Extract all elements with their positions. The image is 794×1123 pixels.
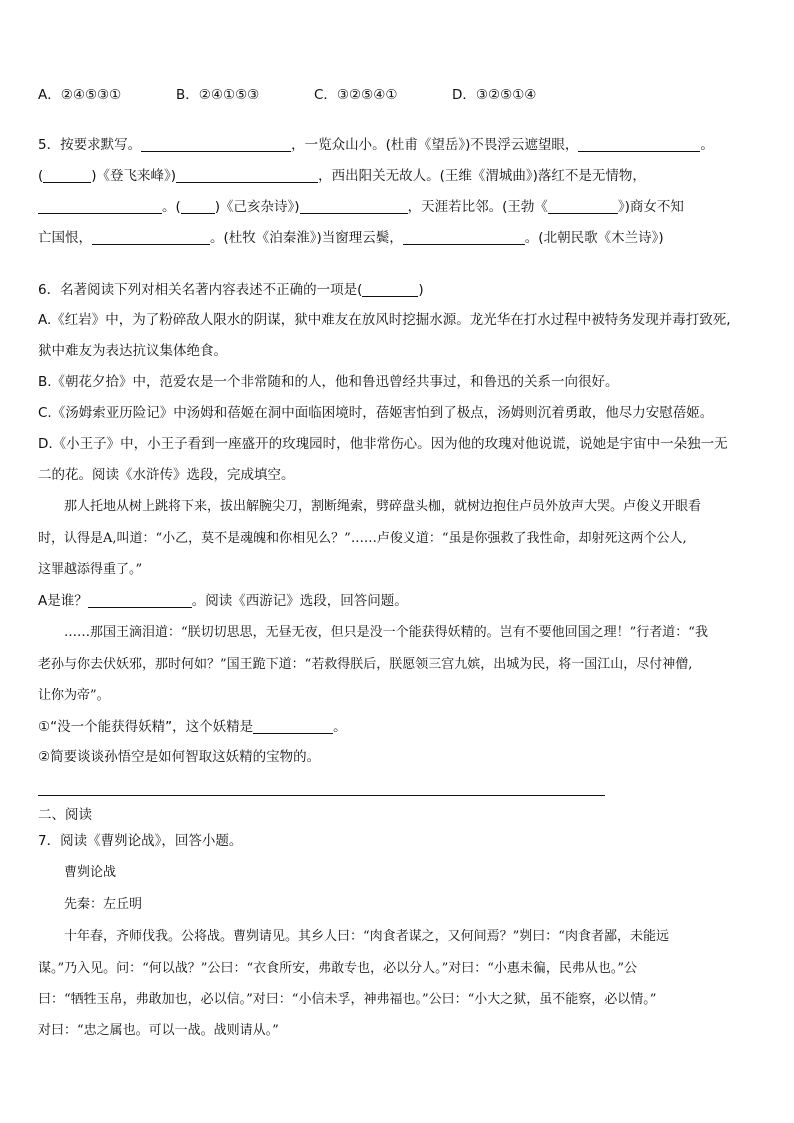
passage-line-2: 谋。”乃入见。问：“何以战？”公曰：“衣食所安，弗敢专也，必以分人。”对曰：“小惠未徧，民弗从也。”公	[38, 961, 638, 976]
passage-line-1: 十年春，齐师伐我。公将战。曹刿请见。其乡人曰：“肉食者谋之，又何间焉？”刿曰：“肉食者鄙，未能远	[64, 929, 669, 944]
q5-line-1	[38, 136, 714, 154]
answer-blank[interactable]	[300, 199, 408, 214]
option-c: C．③②⑤④①	[314, 87, 398, 103]
q6-option-b: B.《朝花夕拾》中，范爱农是一个非常随和的人，他和鲁迅曾经共事过，和鲁迅的关系一向很好。	[38, 374, 619, 390]
q7-stem: 7．阅读《曹刿论战》，回答小题。	[38, 833, 243, 849]
q6-subquestion-1	[38, 718, 347, 736]
q5-text: 5．按要求默写。	[38, 137, 142, 153]
q6-who-question	[38, 592, 408, 610]
q5-text: )《己亥杂诗》)	[214, 199, 300, 215]
passage-title: 曹刿论战	[64, 865, 117, 880]
answer-blank[interactable]	[253, 719, 333, 734]
q5-text: 。(北朝民歌《木兰诗》)	[524, 230, 664, 246]
answer-blank[interactable]	[181, 199, 215, 214]
passage-line-3: 曰：“牺牲玉帛，弗敢加也，必以信。”对曰：“小信未孚，神弗福也。”公曰：“小大之狱，虽不能察，必以情。”	[38, 992, 657, 1007]
shuihu-passage-line-1: 那人托地从树上跳将下来，拔出解腕尖刀，割断绳索，劈碎盘头枷，就树边抱住卢员外放声大哭。卢俊义开眼看	[64, 499, 702, 514]
q5-text: 。(杜牧《泊秦淮》)当窗理云鬓，	[210, 230, 403, 246]
q6-who-text: 。阅读《西游记》选段，回答问题。	[191, 593, 408, 609]
subquestion-text: 。	[333, 719, 347, 735]
q5-text: ，天涯若比邻。(王勃《	[407, 199, 548, 215]
q5-text: ，一览众山小。(杜甫《望岳》)不畏浮云遮望眼，	[291, 137, 579, 153]
q5-line-3	[38, 198, 684, 216]
q6-option-a-line-2: 狱中难友为表达抗议集体绝食。	[38, 343, 227, 359]
shuihu-passage-line-3: 这罪越添得重了。”	[38, 562, 143, 577]
xiyou-passage-line-3: 让你为帝”。	[38, 688, 110, 703]
answer-blank[interactable]	[578, 137, 700, 152]
option-a: A．②④⑤③①	[38, 87, 122, 103]
q5-line-4	[38, 229, 664, 247]
q5-text: 》)商女不知	[617, 199, 684, 215]
q6-stem-text: )	[418, 282, 424, 298]
answer-blank[interactable]	[88, 593, 192, 608]
q5-text: ，西出阳关无故人。(王维《渭城曲》)落红不是无情物，	[318, 168, 646, 184]
answer-blank[interactable]	[176, 168, 318, 183]
passage-author: 先秦：左丘明	[64, 897, 143, 912]
q5-text: 。	[700, 137, 714, 153]
passage-line-4: 对曰：“忠之属也。可以一战。战则请从。”	[38, 1023, 279, 1038]
q6-option-d-line-2: 二的花。阅读《水浒传》选段，完成填空。	[38, 467, 295, 483]
q6-option-c: C.《汤姆索亚历险记》中汤姆和蓓姬在洞中面临困境时，蓓姬害怕到了极点，汤姆则沉着勇敢，他尽力安慰蓓姬。	[38, 405, 714, 421]
answer-blank[interactable]	[548, 199, 618, 214]
option-b: B．②④①⑤③	[176, 87, 260, 103]
q6-stem	[38, 281, 424, 299]
q6-who-text: A是谁？	[38, 593, 88, 609]
xiyou-passage-line-1: ……那国王滴泪道：“朕切切思思，无昼无夜，但只是没一个能获得妖精的。岂有不要他回国之理！”行者道：“我	[64, 625, 708, 640]
answer-blank[interactable]	[43, 168, 91, 183]
q5-text: 。(	[162, 199, 181, 215]
q6-stem-text: 6．名著阅读下列对相关名著内容表述不正确的一项是(	[38, 282, 363, 298]
subquestion-text: ①“没一个能获得妖精”，这个妖精是	[38, 719, 254, 735]
q6-option-a-line-1: A.《红岩》中，为了粉碎敌人限水的阴谋，狱中难友在放风时挖掘水源。龙光华在打水过程中被特务发现并毒打致死,	[38, 312, 731, 328]
q6-option-d-line-1: D.《小王子》中，小王子看到一座盛开的玫瑰园时，他非常伤心。因为他的玫瑰对他说谎，说她是宇宙中一朵独一无	[38, 436, 728, 452]
answer-blank[interactable]	[92, 230, 210, 245]
answer-blank[interactable]	[38, 199, 162, 214]
shuihu-passage-line-2: 时，认得是A,叫道：“小乙，莫不是魂魄和你相见么？”……卢俊义道：“虽是你强救了我性命，却射死这两个公人,	[38, 531, 687, 546]
answer-blank[interactable]	[362, 282, 418, 297]
xiyou-passage-line-2: 老孙与你去伏妖邪，那时何如？”国王跪下道：“若救得朕后，朕愿领三宫九嫔，出城为民，将一国江山，尽付神僧,	[38, 657, 693, 672]
section-heading: 二、阅读	[38, 807, 92, 823]
option-d: D．③②⑤①④	[452, 87, 537, 103]
q5-text: 亡国恨，	[38, 230, 92, 246]
answer-blank[interactable]	[403, 230, 525, 245]
q6-subquestion-2: ②简要谈谈孙悟空是如何智取这妖精的宝物的。	[38, 749, 321, 765]
answer-blank[interactable]	[141, 137, 291, 152]
q5-text: (	[38, 168, 44, 184]
q5-text: )《登飞来峰》)	[91, 168, 177, 184]
q5-line-2	[38, 167, 646, 185]
answer-line[interactable]	[38, 795, 605, 796]
